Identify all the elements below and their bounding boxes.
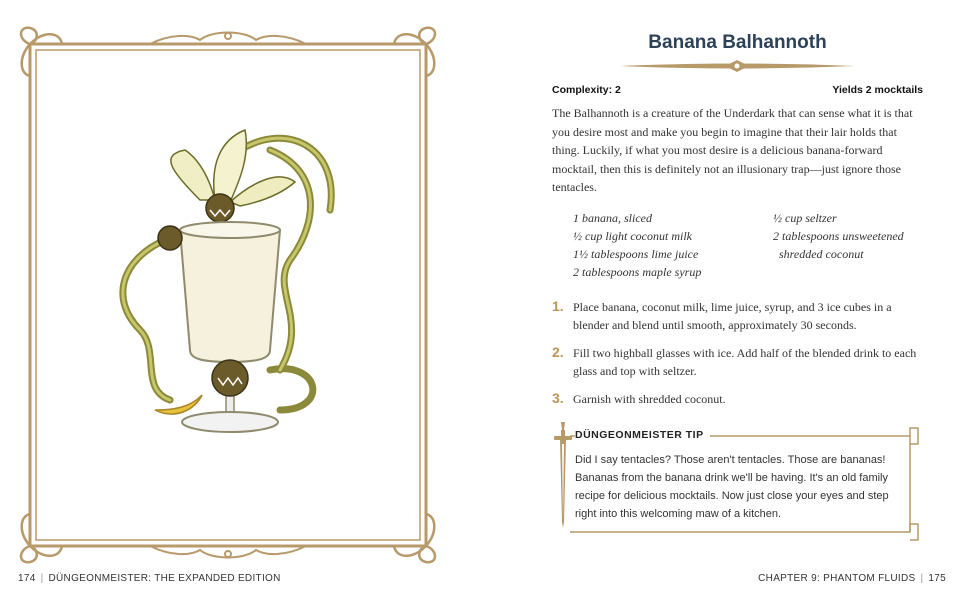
step-1 xyxy=(552,298,922,334)
step-3 xyxy=(552,390,922,408)
folio-left: 174 | DÜNGEONMEISTER: THE EXPANDED EDITION xyxy=(18,573,281,584)
ingredient: ½ cup seltzer xyxy=(773,211,837,225)
ingredient: ½ cup light coconut milk xyxy=(573,229,692,243)
ingredient: shredded coconut xyxy=(779,247,864,261)
ingredient: 1 banana, sliced xyxy=(573,211,652,225)
ingredients-left xyxy=(573,209,763,281)
step-text: Fill two highball glasses with ice. Add half of the blended drink to each glass and top with seltzer. xyxy=(573,346,917,378)
recipe-title: Banana Balhannoth xyxy=(648,32,827,53)
intro-paragraph: The Balhannoth is a creature of the Underdark that can sense what it is that you desire most and make you begin to imagine that their lair holds that thing. Luckily, if what you most desire is a delicious banana-forward mocktail, then this is definitely not an illusionary trap—just ignore those tentacles. xyxy=(552,106,913,194)
mocktail-illustration xyxy=(80,110,380,460)
step-2 xyxy=(552,344,922,380)
step-text: Place banana, coconut milk, lime juice, syrup, and 3 ice cubes in a blender and blend until smooth, approximately 30 seconds. xyxy=(573,300,892,332)
ingredient: 2 tablespoons maple syrup xyxy=(573,265,702,279)
ingredients-right xyxy=(773,209,933,263)
complexity-label: Complexity: 2 xyxy=(552,84,621,96)
ingredient: 2 tablespoons unsweetened xyxy=(773,229,904,243)
title-ornament xyxy=(620,59,855,73)
book-title: DÜNGEONMEISTER: THE EXPANDED EDITION xyxy=(48,573,281,584)
folio-right: CHAPTER 9: PHANTOM FLUIDS | 175 xyxy=(758,573,946,584)
yields-label: Yields 2 mocktails xyxy=(832,84,923,96)
step-number: 3. xyxy=(552,390,564,406)
tip-title: DÜNGEONMEISTER TIP xyxy=(575,429,710,441)
chapter-title: CHAPTER 9: PHANTOM FLUIDS xyxy=(758,573,916,584)
page-number-left: 174 xyxy=(18,573,36,584)
step-text: Garnish with shredded coconut. xyxy=(573,392,726,406)
page-number-right: 175 xyxy=(928,573,946,584)
tip-body: Did I say tentacles? Those aren't tentacles. Those are bananas! Bananas from the banana drink we'll be having. It's an old family recipe for delicious mocktails. Now just close your eyes and step right into this welcoming maw of a kitchen. xyxy=(575,454,889,520)
step-number: 1. xyxy=(552,298,564,314)
ingredient: 1½ tablespoons lime juice xyxy=(573,247,699,261)
step-number: 2. xyxy=(552,344,564,360)
